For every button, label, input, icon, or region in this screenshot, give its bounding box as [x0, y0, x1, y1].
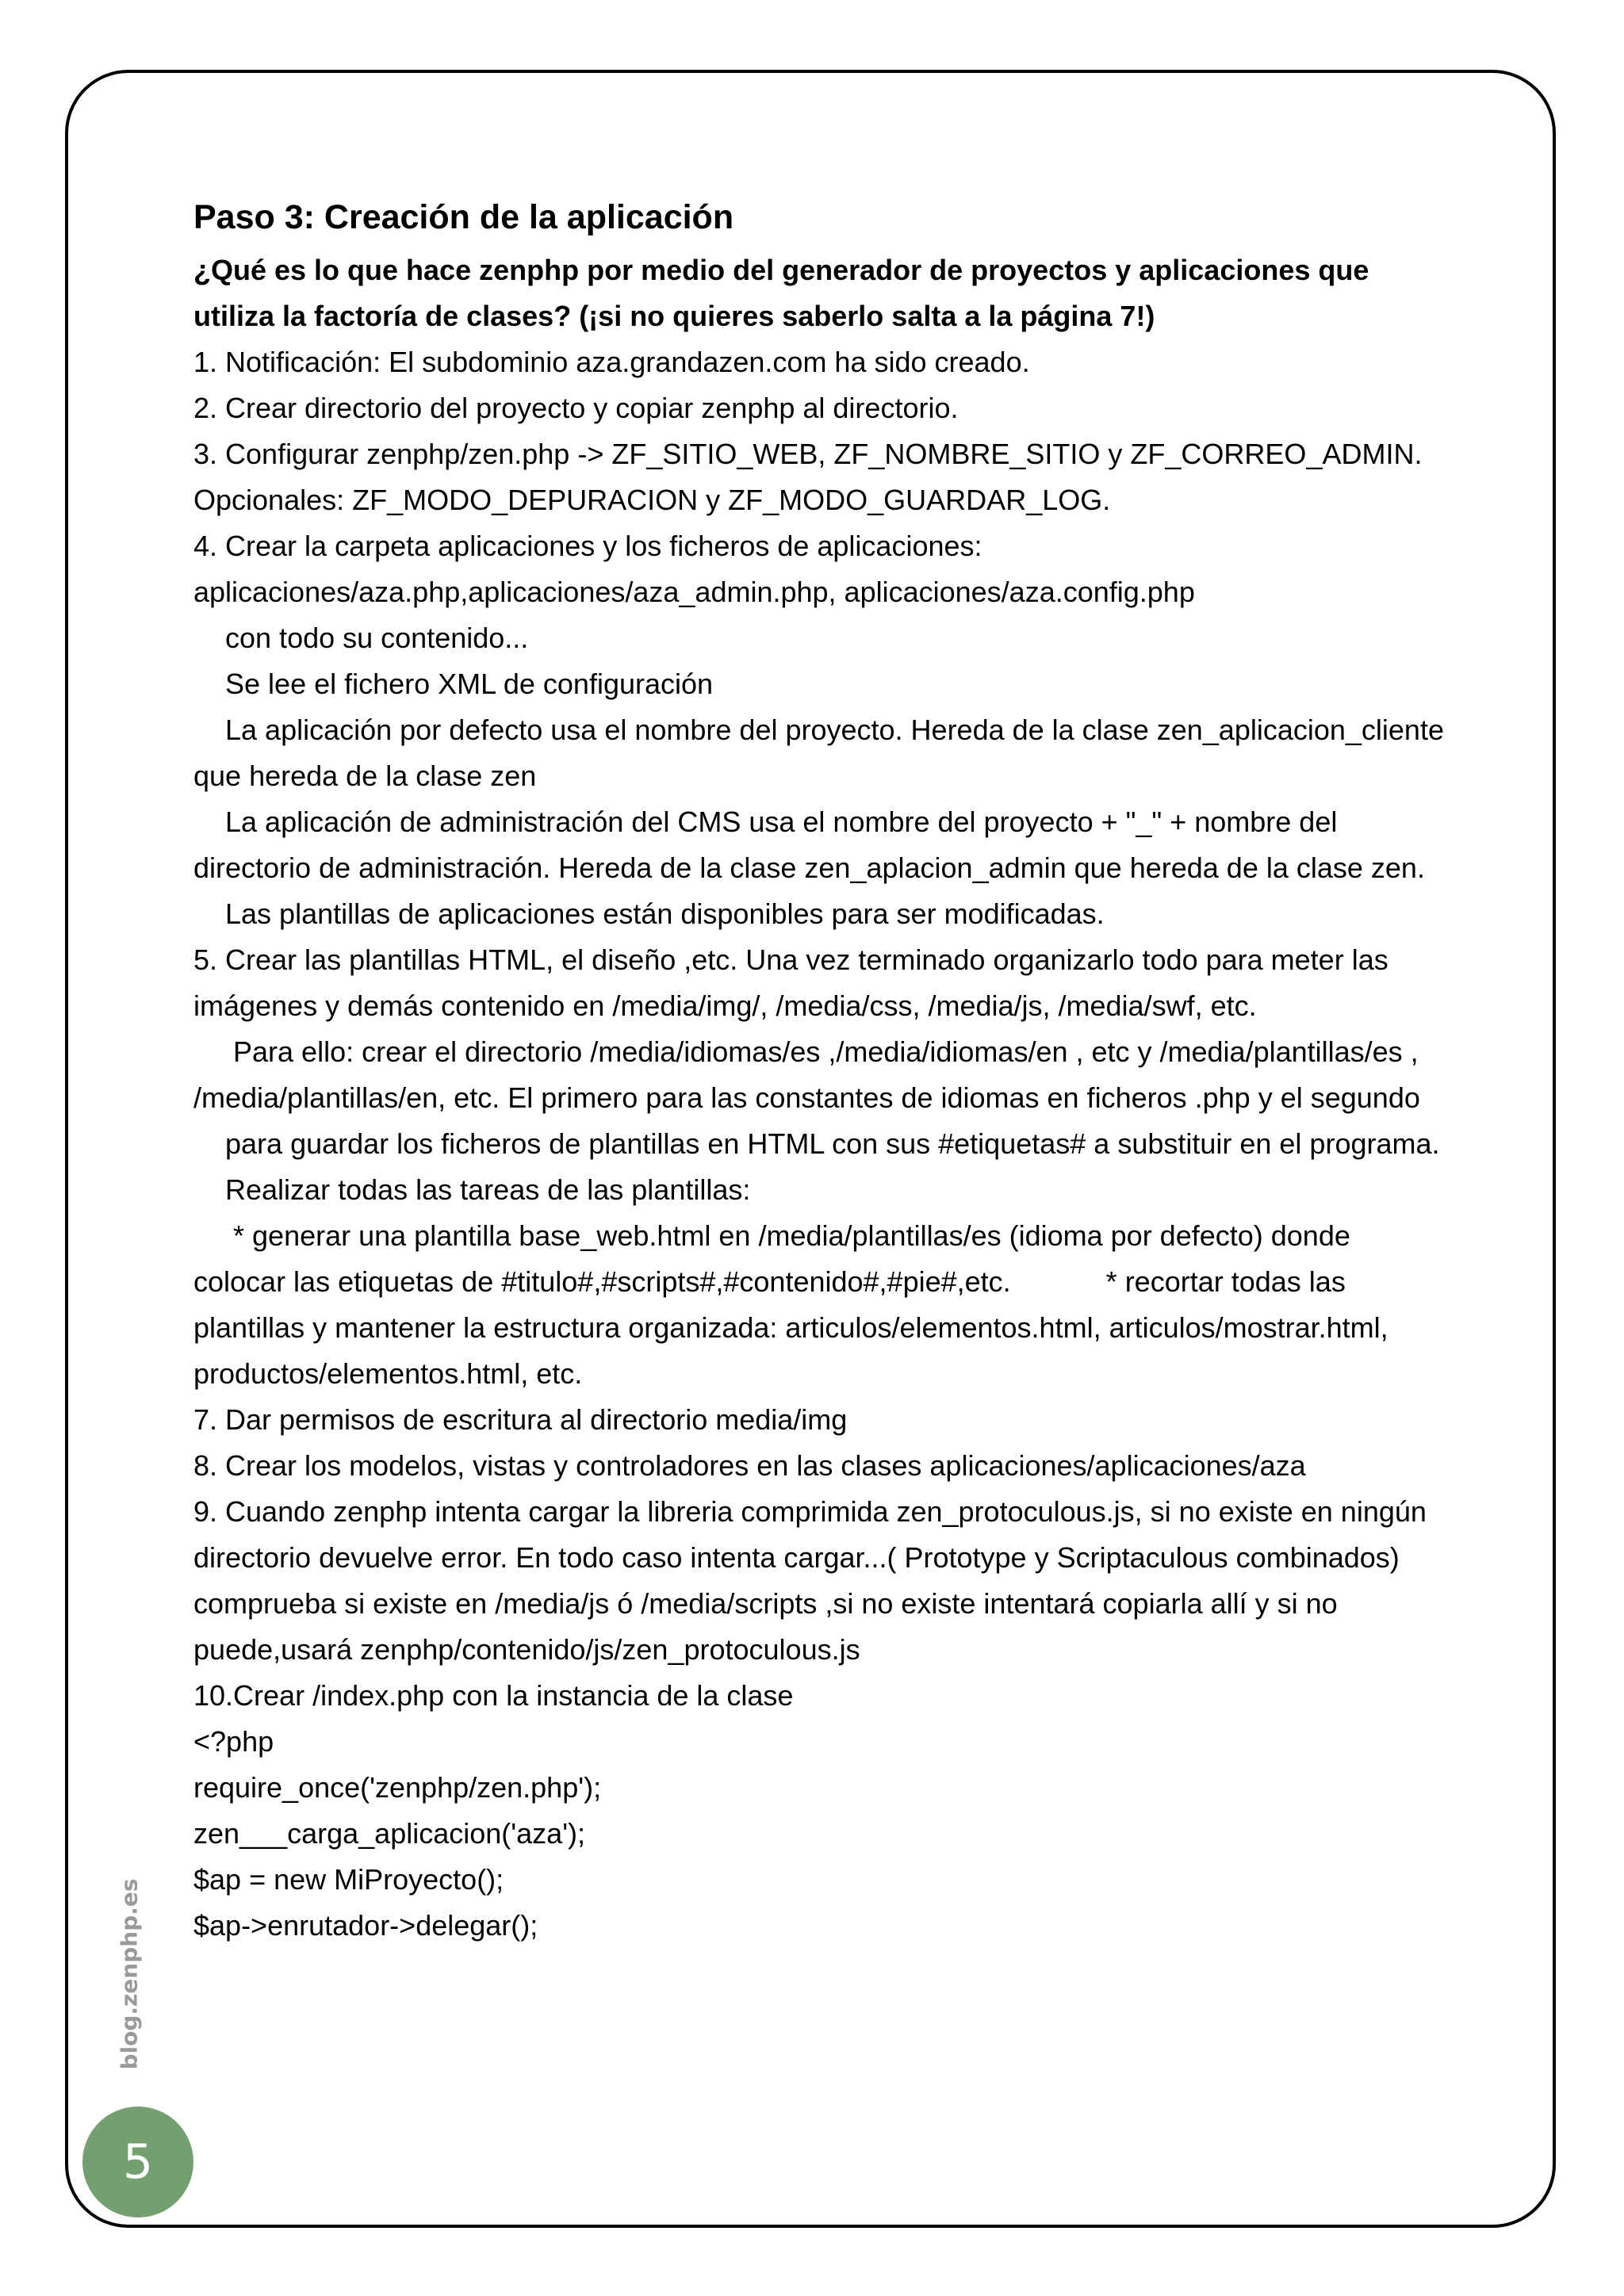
- step-line-13: Realizar todas las tareas de las plantillas:: [193, 1173, 751, 1206]
- step-line-11: Para ello: crear el directorio /media/idiomas/es ,/media/idiomas/en , etc y /media/plantillas/es , /media/plantillas/en, etc. El primero para las constantes de idiomas en ficheros .php y el segundo: [193, 1035, 1427, 1114]
- step-line-16: 8. Crear los modelos, vistas y controladores en las clases aplicaciones/aplicaciones/aza: [193, 1449, 1306, 1482]
- step-line-1: 1. Notificación: El subdominio aza.grandazen.com ha sido creado.: [193, 346, 1030, 378]
- site-url-label: blog.zenphp.es: [116, 1878, 143, 2070]
- step-line-5: con todo su contenido...: [193, 622, 529, 654]
- step-line-8: La aplicación de administración del CMS usa el nombre del proyecto + "_" + nombre del directorio de administración. Hereda de la clase zen_aplacion_admin que hereda de la clase zen.: [193, 806, 1425, 884]
- step-line-4: 4. Crear la carpeta aplicaciones y los ficheros de aplicaciones: aplicaciones/aza.php,aplicaciones/aza_admin.php, aplicaciones/aza.config.php: [193, 530, 1195, 608]
- step-line-18: 10.Crear /index.php con la instancia de la clase: [193, 1679, 794, 1712]
- step-line-3: 3. Configurar zenphp/zen.php -> ZF_SITIO_WEB, ZF_NOMBRE_SITIO y ZF_CORREO_ADMIN. Opcionales: ZF_MODO_DEPURACION y ZF_MODO_GUARDAR_LOG.: [193, 438, 1431, 516]
- code-line-4: $ap = new MiProyecto();: [193, 1863, 504, 1896]
- code-line-3: zen___carga_aplicacion('aza');: [193, 1817, 586, 1850]
- step-line-2: 2. Crear directorio del proyecto y copiar zenphp al directorio.: [193, 392, 959, 424]
- step-line-17: 9. Cuando zenphp intenta cargar la libreria comprimida zen_protoculous.js, si no existe en ningún directorio devuelve error. En todo caso intenta cargar...( Prototype y Scriptaculous combinados) comprueba si existe en /media/js ó /media/scripts ,si no existe intentará copiarla allí y si no puede,usará zenphp/contenido/js/zen_protoculous.js: [193, 1495, 1434, 1666]
- step-line-6: Se lee el fichero XML de configuración: [193, 668, 714, 700]
- step-line-15: 7. Dar permisos de escritura al directorio media/img: [193, 1403, 848, 1436]
- intro-question: ¿Qué es lo que hace zenphp por medio del generador de proyectos y aplicaciones que utiliza la factoría de clases? (¡si no quieres saberlo salta a la página 7!): [193, 254, 1369, 332]
- page-number-badge: [82, 2107, 193, 2218]
- code-line-1: <?php: [193, 1725, 274, 1758]
- page-number: 5: [122, 2134, 154, 2190]
- step-line-7: La aplicación por defecto usa el nombre del proyecto. Hereda de la clase zen_aplicacion_cliente que hereda de la clase zen: [193, 714, 1452, 792]
- step-line-14: * generar una plantilla base_web.html en /media/plantillas/es (idioma por defecto) donde colocar las etiquetas de #titulo#,#scripts#,#contenido#,#pie#,etc. * recortar todas las plantillas y mantener la estructura organizada: articulos/elementos.html, articulos/mostrar.html, productos/elementos.html, etc.: [193, 1219, 1396, 1390]
- code-line-2: require_once('zenphp/zen.php');: [193, 1771, 602, 1804]
- step-line-10: 5. Crear las plantillas HTML, el diseño ,etc. Una vez terminado organizarlo todo para meter las imágenes y demás contenido en /media/img/, /media/css, /media/js, /media/swf, etc.: [193, 943, 1396, 1022]
- code-line-5: $ap->enrutador->delegar();: [193, 1909, 538, 1942]
- page-content: [193, 193, 1452, 1949]
- section-heading: Paso 3: Creación de la aplicación: [193, 198, 734, 236]
- step-line-9: Las plantillas de aplicaciones están disponibles para ser modificadas.: [193, 897, 1105, 930]
- step-line-12: para guardar los ficheros de plantillas en HTML con sus #etiquetas# a substituir en el programa.: [193, 1127, 1440, 1160]
